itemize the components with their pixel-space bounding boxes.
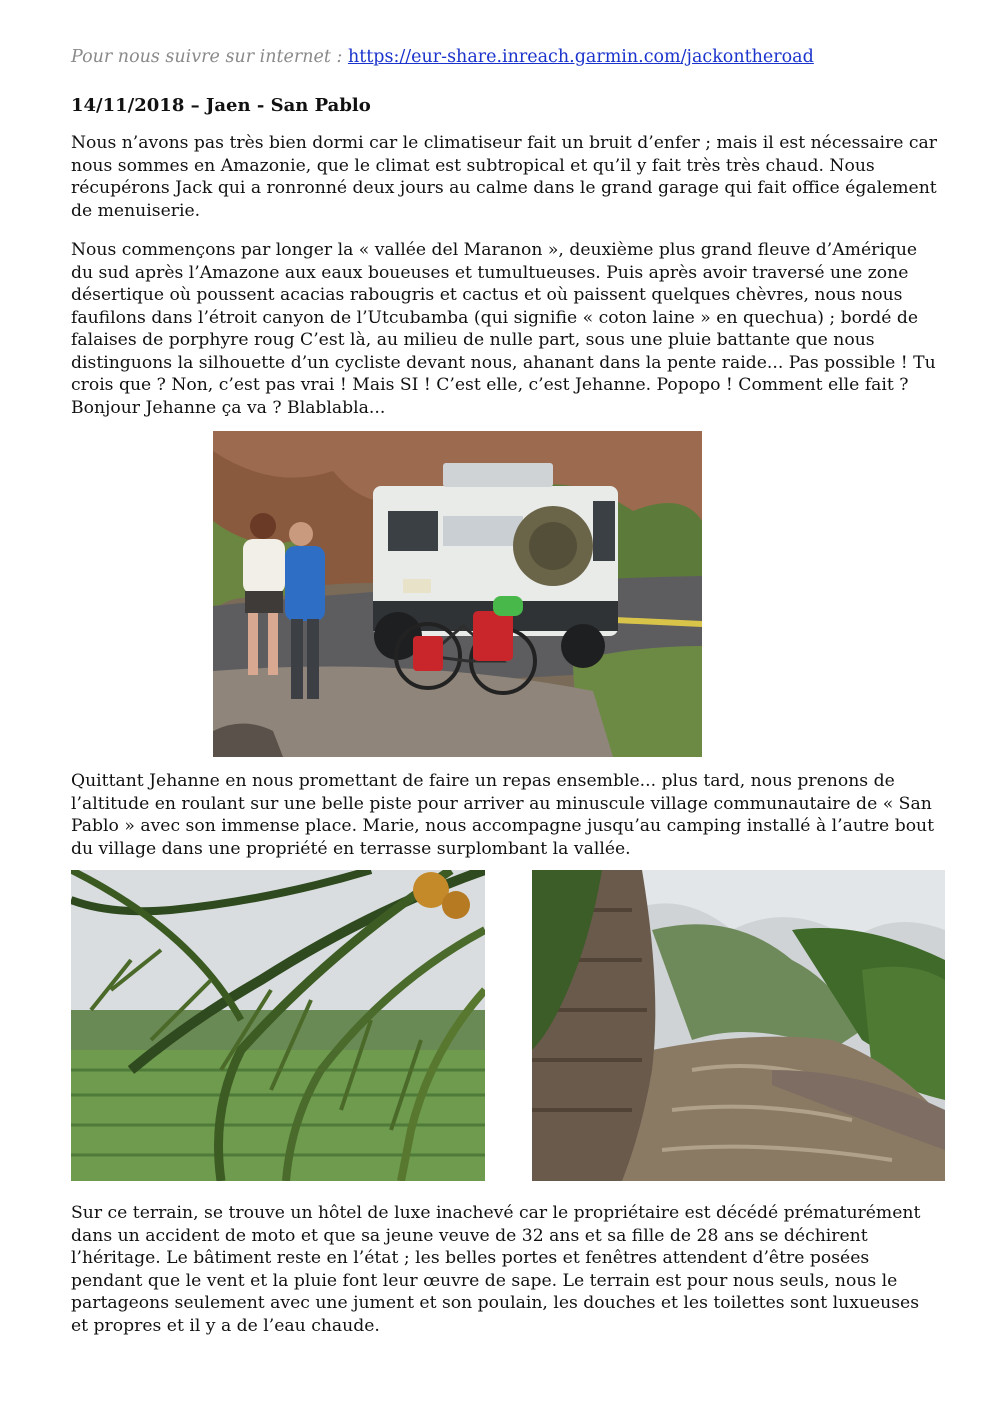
paragraph-3: Quittant Jehanne en nous promettant de faire un repas ensemble... plus tard, nous prenons de l’altitude en roulant sur une belle piste pour arriver au minuscule village communautaire de « San Pablo » avec son immense place. Marie, nous accompagne jusqu’au camping installé à l’autre bout du village dans une propriété en terrasse surplombant la vallée. bbox=[71, 771, 935, 859]
paragraph-1: Nous n’avons pas très bien dormi car le climatiseur fait un bruit d’enfer ; mais il est nécessaire car nous sommes en Amazonie, que le climat est subtropical et qu’il y fait très très chaud. Nous récupérons Jack qui a ronronné deux jours au calme dans le grand garage qui fait office également de menuiserie. bbox=[71, 133, 937, 221]
photo-river-canyon bbox=[532, 870, 945, 1181]
photo-travelers-vehicle bbox=[213, 431, 702, 757]
follow-us-label: Pour nous suivre sur internet : bbox=[71, 47, 343, 67]
tracking-link[interactable]: https://eur-share.inreach.garmin.com/jackontheroad bbox=[347, 47, 814, 67]
page-header bbox=[71, 47, 814, 67]
photo-palm-fields bbox=[71, 870, 485, 1181]
paragraph-4: Sur ce terrain, se trouve un hôtel de luxe inachevé car le propriétaire est décédé prématurément dans un accident de moto et que sa jeune veuve de 32 ans et sa fille de 28 ans se déchirent l’héritage. Le bâtiment reste en l’état ; les belles portes et fenêtres attendent d’être posées pendant que le vent et la pluie font leur œuvre de sape. Le terrain est pour nous seuls, nous le partageons seulement avec une jument et son poulain, les douches et les toilettes sont luxueuses et propres et il y a de l’eau chaude. bbox=[71, 1203, 921, 1336]
entry-date-title: 14/11/2018 – Jaen - San Pablo bbox=[71, 95, 371, 116]
paragraph-2: Nous commençons par longer la « vallée del Maranon », deuxième plus grand fleuve d’Amérique du sud après l’Amazone aux eaux boueuses et tumultueuses. Puis après avoir traversé une zone désertique où poussent acacias rabougris et cactus et où paissent quelques chèvres, nous nous faufilons dans l’étroit canyon de l’Utcubamba (qui signifie « coton laine » en quechua) ; bordé de falaises de porphyre roug C’est là, au milieu de nulle part, sous une pluie battante que nous distinguons la silhouette d’un cycliste devant nous, ahanant dans la pente raide... Pas possible ! Tu crois que ? Non, c’est pas vrai ! Mais SI ! C’est elle, c’est Jehanne. Popopo ! Comment elle fait ? Bonjour Jehanne ça va ? Blablabla... bbox=[71, 240, 936, 418]
